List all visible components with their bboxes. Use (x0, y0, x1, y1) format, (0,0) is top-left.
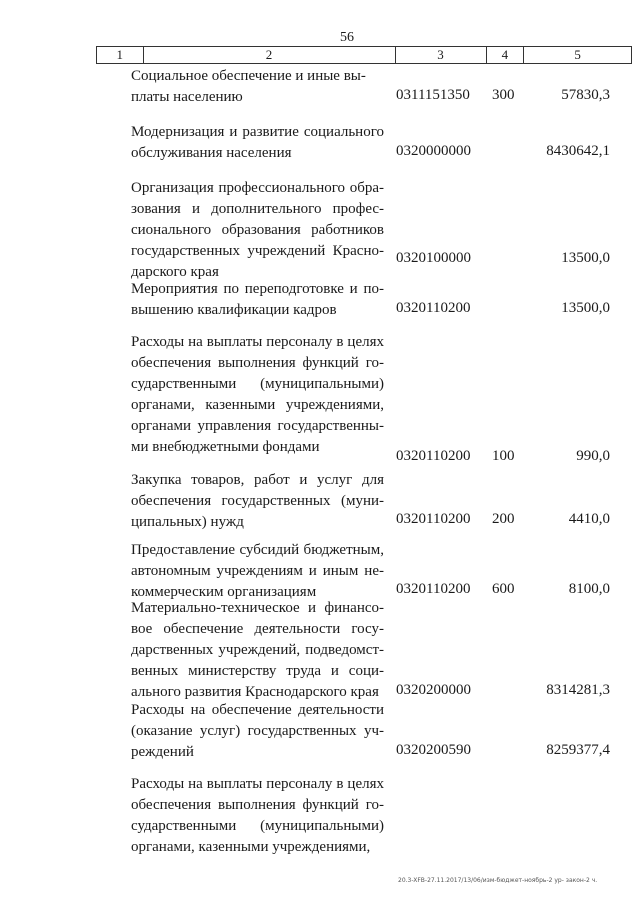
row-amount: 57830,3 (561, 87, 610, 103)
row-code: 0311151350 (396, 87, 470, 103)
row-expense-type: 600 (492, 581, 515, 597)
row-code: 0320110200 (396, 511, 471, 527)
row-description: Материально-техническое и финансо-вое обеспечение деятельности госу-дарственных учреждений, подведомст-венных министерству труда и соци-ального развития Краснодарского края (131, 600, 384, 700)
row-expense-type: 100 (492, 448, 515, 464)
row-amount: 8100,0 (568, 581, 610, 597)
row-amount: 13500,0 (561, 300, 610, 316)
row-description: Расходы на обеспечение деятельности (оказание услуг) государственных уч-реждений (131, 702, 384, 760)
row-description: Организация профессионального обра-зования и дополнительного профес-сионального образования работников государственных учреждений Красно-дарского края (131, 180, 384, 280)
column-header-1: 1 (97, 47, 144, 64)
row-description: Расходы на выплаты персоналу в целях обеспечения выполнения функций го-сударственными (муниципальными) органами, казенными учреждениями, органами управления государственны-ми внебюджетными фондами (131, 334, 384, 455)
page-number: 56 (340, 30, 354, 45)
column-header-row (97, 47, 632, 64)
row-description: Расходы на выплаты персоналу в целях обеспечения выполнения функций го-сударственными (муниципальными) органами, казенными учреждениями, (131, 776, 384, 855)
row-amount: 990,0 (576, 448, 610, 464)
footer-file-path: 20.3-XFB-27.11.2017/13/06/изм-бюджет-ноябрь-2 ур- закон-2 ч. (398, 877, 598, 884)
row-code: 0320110200 (396, 448, 471, 464)
row-expense-type: 200 (492, 511, 515, 527)
row-amount: 4410,0 (568, 511, 610, 527)
column-header-table (96, 46, 632, 64)
column-header-2: 2 (143, 47, 395, 64)
row-code: 0320110200 (396, 300, 471, 316)
row-description: Модернизация и развитие социального обслуживания населения (131, 124, 384, 161)
row-amount: 13500,0 (561, 250, 610, 266)
row-amount: 8314281,3 (546, 682, 610, 698)
row-code: 0320100000 (396, 250, 471, 266)
row-code: 0320110200 (396, 581, 471, 597)
row-code: 0320000000 (396, 143, 471, 159)
column-header-5: 5 (524, 47, 632, 64)
row-description: Социальное обеспечение и иные вы- платы населению (131, 68, 366, 105)
row-code: 0320200000 (396, 682, 471, 698)
column-header-4: 4 (486, 47, 524, 64)
row-amount: 8259377,4 (546, 742, 610, 758)
row-description: Закупка товаров, работ и услуг для обеспечения государственных (муни-ципальных) нужд (131, 472, 384, 530)
row-expense-type: 300 (492, 87, 515, 103)
row-description: Предоставление субсидий бюджетным, автономным учреждениям и иным не-коммерческим организациям (131, 542, 384, 600)
row-description: Мероприятия по переподготовке и по-вышению квалификации кадров (131, 281, 384, 318)
row-amount: 8430642,1 (546, 143, 610, 159)
column-header-3: 3 (395, 47, 486, 64)
row-code: 0320200590 (396, 742, 471, 758)
